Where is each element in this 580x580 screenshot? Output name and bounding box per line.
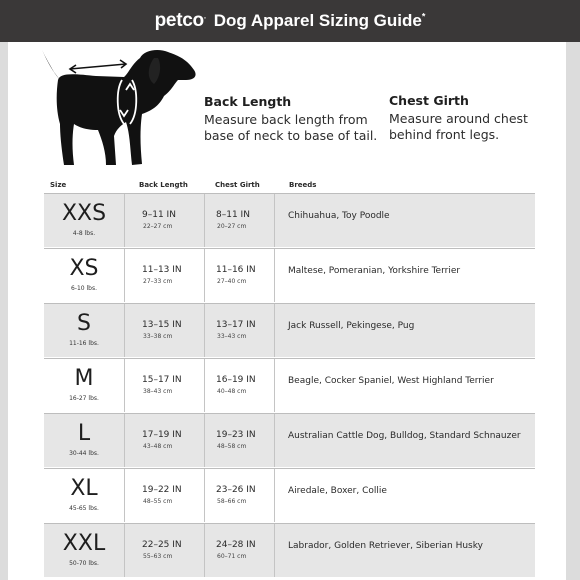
size-label: S [77,311,91,336]
table-row [44,523,535,577]
back-length-in: 13–15 IN [142,320,182,330]
back-length-cm: 38–43 cm [143,388,173,395]
column-divider [124,304,125,357]
back-length-in: 15–17 IN [142,375,182,385]
chest-girth-cm: 27–40 cm [217,278,247,285]
column-divider [124,524,125,577]
breeds-list: Maltese, Pomeranian, Yorkshire Terrier [288,266,461,276]
column-divider [124,469,125,522]
weight-range: 50-70 lbs. [69,560,99,567]
back-length-cm: 22–27 cm [143,223,173,230]
table-row [44,413,535,467]
column-divider [274,249,275,302]
weight-range: 30-44 lbs. [69,450,99,457]
col-header-chest-girth: Chest Girth [215,181,260,189]
breeds-list: Jack Russell, Pekingese, Pug [288,321,415,331]
breeds-list: Chihuahua, Toy Poodle [288,211,390,221]
back-length-cm: 27–33 cm [143,278,173,285]
column-divider [274,414,275,467]
back-length-cm: 55–63 cm [143,553,173,560]
column-divider [124,414,125,467]
chest-girth-heading: Chest Girth [389,93,469,108]
column-divider [204,194,205,247]
column-divider [124,249,125,302]
size-label: XXL [62,531,106,556]
weight-range: 11-16 lbs. [69,340,99,347]
back-length-in: 11–13 IN [142,265,182,275]
chest-girth-cm: 60–71 cm [217,553,247,560]
size-label: L [77,421,91,446]
back-length-cm: 48–55 cm [143,498,173,505]
column-divider [204,249,205,302]
breeds-list: Labrador, Golden Retriever, Siberian Husky [288,541,483,551]
weight-range: 4-8 lbs. [72,230,96,237]
title-bar [0,0,580,42]
back-length-in: 19–22 IN [142,485,182,495]
size-label: XS [69,256,99,281]
dog-silhouette-icon [36,44,204,172]
petco-logo: petco. [154,10,206,31]
chest-girth-info [389,93,549,143]
column-divider [274,304,275,357]
chest-girth-desc-1: Measure around chest [389,111,528,126]
size-label: M [74,366,94,391]
right-edge [566,42,580,580]
back-length-heading: Back Length [204,94,292,109]
table-row [44,248,535,302]
chest-girth-cm: 40–48 cm [217,388,247,395]
back-length-info [204,94,382,144]
chest-girth-cm: 48–58 cm [217,443,247,450]
chest-girth-in: 13–17 IN [216,320,256,330]
size-label: XL [70,476,98,501]
chest-girth-desc-2: behind front legs. [389,127,500,142]
table-row [44,303,535,357]
size-label: XXS [61,201,107,226]
col-header-size: Size [50,181,67,189]
back-length-desc-2: base of neck to base of tail. [204,128,378,143]
column-divider [124,194,125,247]
back-length-in: 9–11 IN [142,210,176,220]
chest-girth-in: 11–16 IN [216,265,256,275]
left-edge [0,42,8,580]
chest-girth-in: 19–23 IN [216,430,256,440]
back-length-cm: 33–38 cm [143,333,173,340]
chest-girth-cm: 58–66 cm [217,498,247,505]
column-divider [204,414,205,467]
breeds-list: Australian Cattle Dog, Bulldog, Standard Schnauzer [288,431,521,441]
column-divider [204,524,205,577]
chest-girth-in: 8–11 IN [216,210,250,220]
column-divider [274,469,275,522]
chest-girth-in: 23–26 IN [216,485,256,495]
col-header-back-length: Back Length [139,181,188,189]
breeds-list: Beagle, Cocker Spaniel, West Highland Terrier [288,376,494,386]
column-divider [204,304,205,357]
column-divider [274,194,275,247]
weight-range: 16-27 lbs. [69,395,99,402]
page-title: Dog Apparel Sizing Guide* [213,11,426,30]
back-length-cm: 43–48 cm [143,443,173,450]
chest-girth-in: 16–19 IN [216,375,256,385]
table-row [44,358,535,412]
table-row [44,193,535,247]
back-length-in: 22–25 IN [142,540,182,550]
table-header [0,181,580,193]
column-divider [274,359,275,412]
chest-girth-cm: 20–27 cm [217,223,247,230]
weight-range: 45-65 lbs. [69,505,99,512]
back-length-in: 17–19 IN [142,430,182,440]
table-row [44,468,535,522]
column-divider [274,524,275,577]
column-divider [204,359,205,412]
col-header-breeds: Breeds [289,181,317,189]
weight-range: 6-10 lbs. [70,285,98,292]
column-divider [124,359,125,412]
chest-girth-cm: 33–43 cm [217,333,247,340]
breeds-list: Airedale, Boxer, Collie [288,486,387,496]
chest-girth-in: 24–28 IN [216,540,256,550]
column-divider [204,469,205,522]
back-length-desc-1: Measure back length from [204,112,368,127]
